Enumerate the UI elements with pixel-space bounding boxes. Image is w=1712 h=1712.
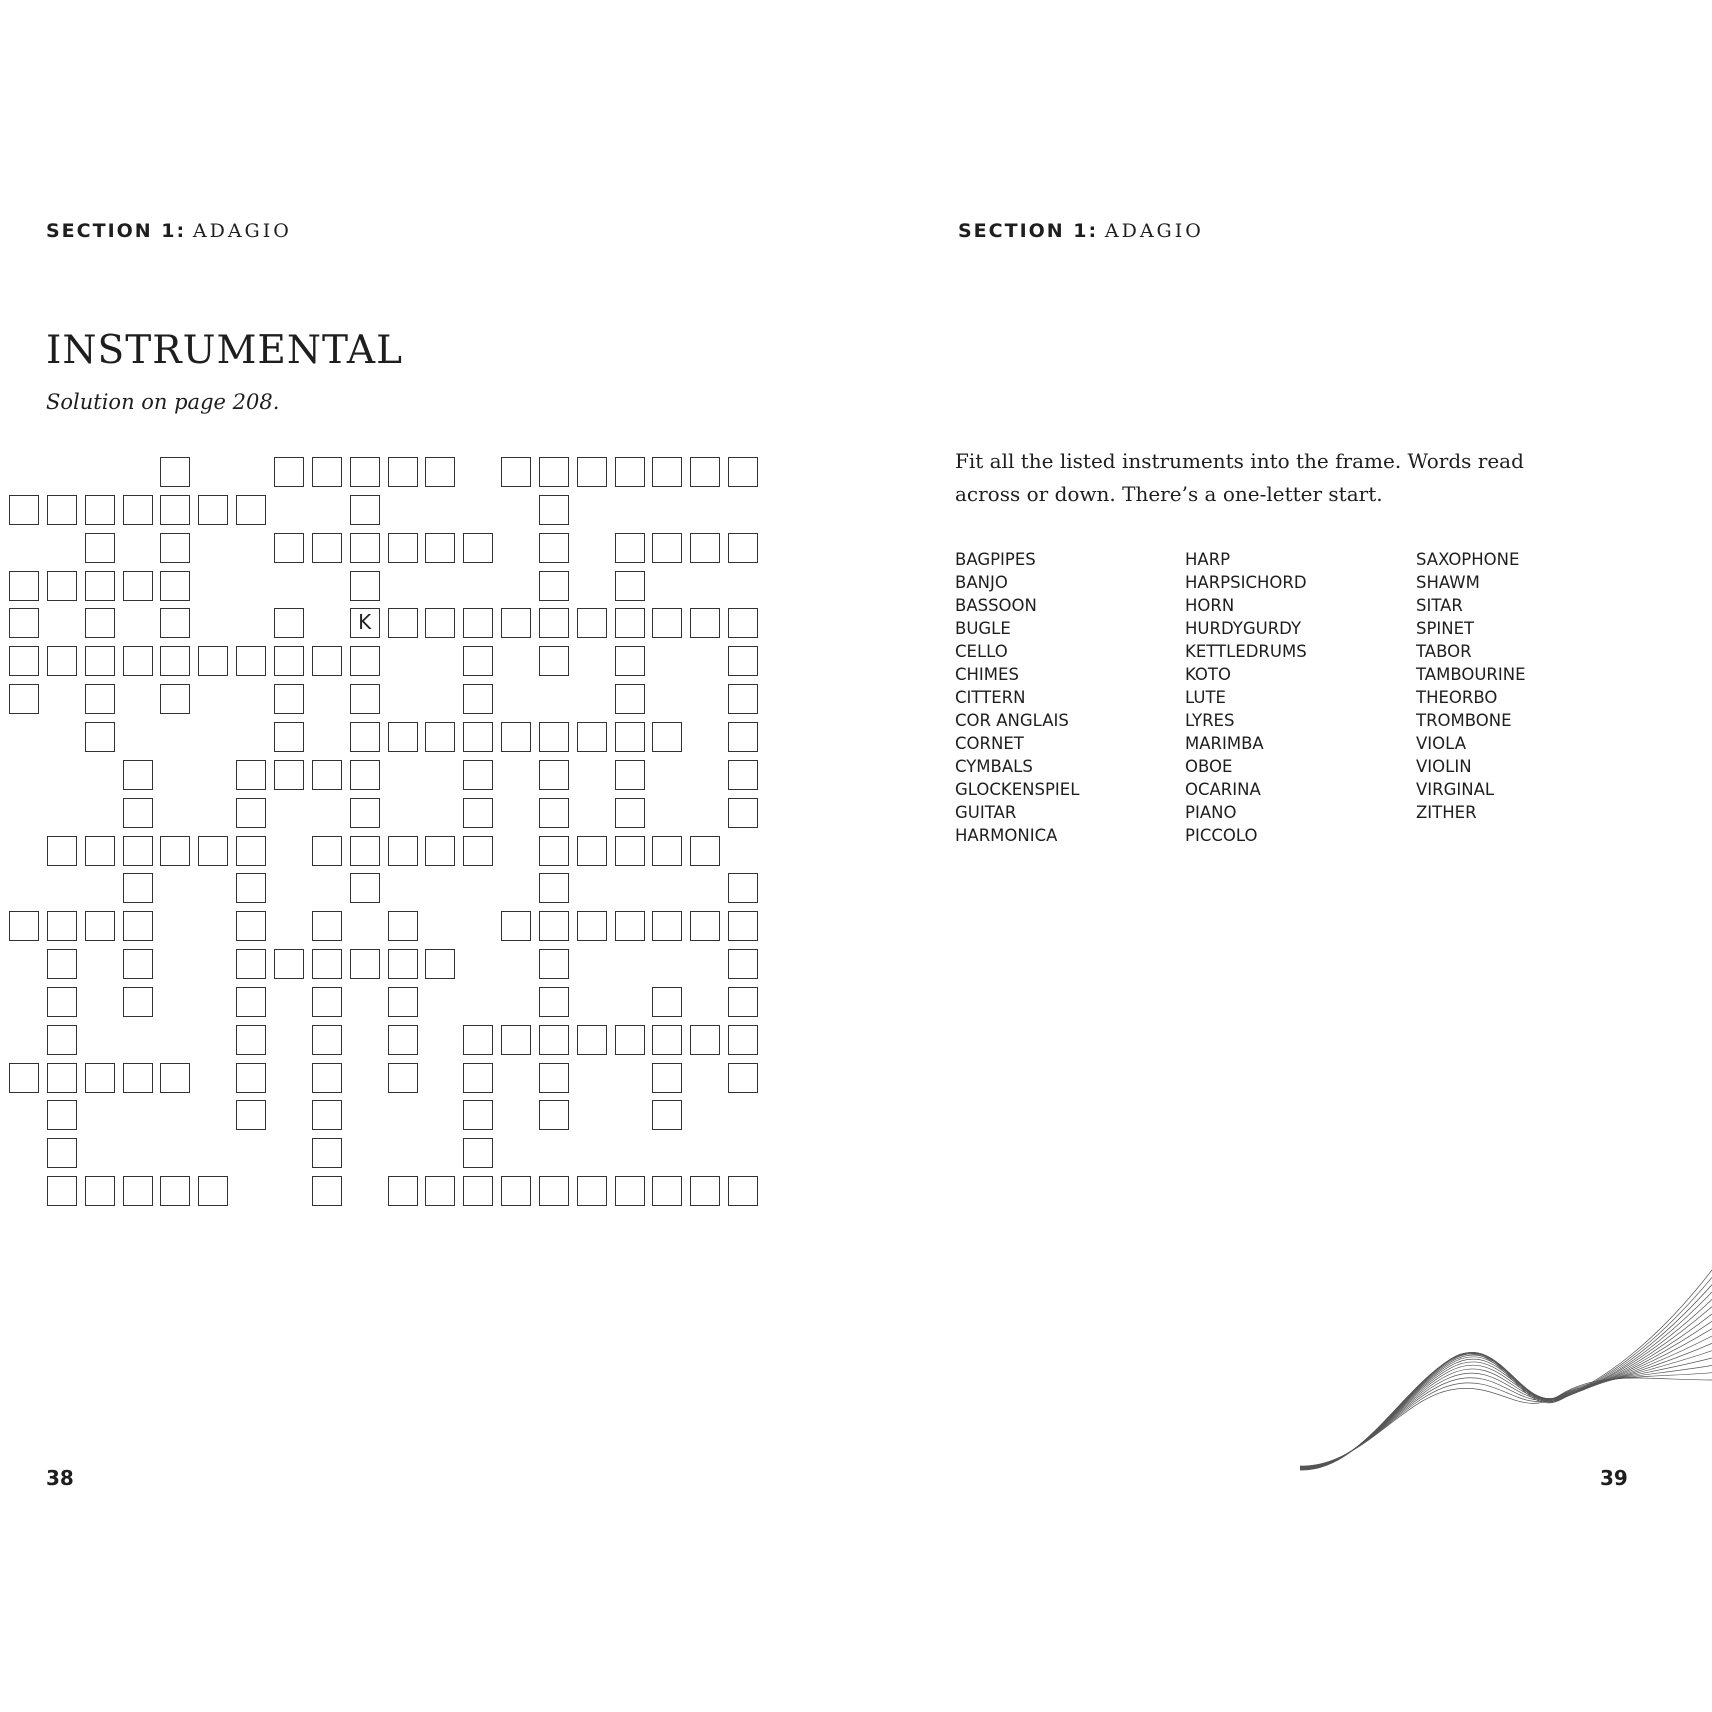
grid-cell[interactable] bbox=[501, 1025, 531, 1055]
grid-cell[interactable] bbox=[160, 684, 190, 714]
grid-cell[interactable] bbox=[652, 1025, 682, 1055]
word-list-column-2 bbox=[1185, 548, 1307, 847]
word-list-item: PICCOLO bbox=[1185, 826, 1258, 845]
grid-cell[interactable] bbox=[350, 949, 380, 979]
grid-cell[interactable] bbox=[690, 457, 720, 487]
grid-cell[interactable] bbox=[123, 760, 153, 790]
grid-cell[interactable] bbox=[236, 798, 266, 828]
grid-cell[interactable] bbox=[388, 608, 418, 638]
grid-cell[interactable] bbox=[47, 1176, 77, 1206]
grid-cell[interactable] bbox=[198, 495, 228, 525]
word-list-item: HARPSICHORD bbox=[1185, 573, 1307, 592]
grid-cell[interactable] bbox=[463, 1138, 493, 1168]
grid-cell[interactable] bbox=[350, 760, 380, 790]
grid-cell[interactable] bbox=[539, 760, 569, 790]
grid-cell[interactable] bbox=[160, 608, 190, 638]
word-list-item: CITTERN bbox=[955, 688, 1026, 707]
grid-cell[interactable] bbox=[312, 1063, 342, 1093]
grid-cell[interactable] bbox=[198, 1176, 228, 1206]
word-list-item: SHAWM bbox=[1416, 573, 1480, 592]
wave-line bbox=[1300, 1329, 1712, 1468]
grid-cell[interactable] bbox=[47, 911, 77, 941]
grid-cell[interactable] bbox=[463, 608, 493, 638]
grid-cell[interactable] bbox=[577, 457, 607, 487]
grid-cell[interactable] bbox=[615, 1025, 645, 1055]
grid-cell[interactable] bbox=[123, 987, 153, 1017]
grid-cell[interactable] bbox=[577, 1025, 607, 1055]
grid-cell[interactable] bbox=[463, 836, 493, 866]
grid-cell[interactable] bbox=[728, 1063, 758, 1093]
grid-cell[interactable] bbox=[463, 1063, 493, 1093]
word-list-item: LUTE bbox=[1185, 688, 1226, 707]
grid-cell[interactable] bbox=[728, 608, 758, 638]
grid-cell[interactable] bbox=[539, 1025, 569, 1055]
grid-cell[interactable] bbox=[236, 495, 266, 525]
word-list-column-1 bbox=[955, 548, 1079, 847]
grid-cell[interactable] bbox=[463, 1100, 493, 1130]
grid-cell[interactable] bbox=[123, 873, 153, 903]
grid-cell[interactable] bbox=[350, 495, 380, 525]
grid-cell[interactable] bbox=[615, 608, 645, 638]
grid-cell[interactable] bbox=[274, 608, 304, 638]
grid-cell[interactable] bbox=[388, 533, 418, 563]
word-list-item: GUITAR bbox=[955, 803, 1017, 822]
grid-cell[interactable] bbox=[539, 495, 569, 525]
puzzle-instructions: Fit all the listed instruments into the frame. Words read across or down. There’s a one-letter start. bbox=[955, 449, 1524, 506]
grid-cell[interactable] bbox=[615, 646, 645, 676]
grid-cell[interactable] bbox=[728, 533, 758, 563]
grid-cell[interactable] bbox=[198, 836, 228, 866]
grid-cell[interactable] bbox=[728, 911, 758, 941]
grid-cell[interactable] bbox=[690, 1025, 720, 1055]
grid-cell[interactable] bbox=[312, 911, 342, 941]
grid-cell[interactable] bbox=[388, 1063, 418, 1093]
grid-cell[interactable] bbox=[236, 836, 266, 866]
grid-cell[interactable] bbox=[312, 1025, 342, 1055]
grid-cell[interactable] bbox=[350, 836, 380, 866]
section-name: ADAGIO bbox=[192, 220, 292, 242]
grid-cell[interactable] bbox=[388, 1025, 418, 1055]
grid-cell[interactable] bbox=[463, 722, 493, 752]
grid-cell[interactable] bbox=[47, 1138, 77, 1168]
grid-cell[interactable] bbox=[47, 571, 77, 601]
grid-cell[interactable] bbox=[123, 495, 153, 525]
grid-cell[interactable] bbox=[236, 949, 266, 979]
grid-cell[interactable] bbox=[160, 1063, 190, 1093]
grid-cell[interactable] bbox=[539, 1063, 569, 1093]
grid-cell[interactable] bbox=[539, 722, 569, 752]
grid-cell[interactable] bbox=[425, 949, 455, 979]
grid-cell[interactable] bbox=[198, 646, 228, 676]
grid-cell[interactable] bbox=[388, 836, 418, 866]
grid-cell[interactable] bbox=[274, 646, 304, 676]
grid-cell[interactable] bbox=[388, 949, 418, 979]
grid-cell[interactable] bbox=[9, 684, 39, 714]
grid-cell[interactable] bbox=[312, 646, 342, 676]
page-number-right: 39 bbox=[1600, 1466, 1628, 1490]
grid-cell[interactable] bbox=[47, 836, 77, 866]
grid-cell[interactable] bbox=[274, 722, 304, 752]
grid-cell[interactable] bbox=[425, 836, 455, 866]
grid-cell[interactable] bbox=[652, 608, 682, 638]
grid-cell[interactable] bbox=[123, 836, 153, 866]
grid-cell[interactable] bbox=[9, 608, 39, 638]
solution-note: Solution on page 208. bbox=[46, 390, 280, 414]
section-name: ADAGIO bbox=[1104, 220, 1204, 242]
grid-cell[interactable] bbox=[615, 798, 645, 828]
word-list-item: COR ANGLAIS bbox=[955, 711, 1069, 730]
grid-cell[interactable] bbox=[236, 646, 266, 676]
grid-cell[interactable] bbox=[123, 911, 153, 941]
word-list-item: ZITHER bbox=[1416, 803, 1477, 822]
grid-cell[interactable] bbox=[728, 646, 758, 676]
grid-cell[interactable] bbox=[47, 987, 77, 1017]
grid-cell[interactable] bbox=[501, 722, 531, 752]
grid-cell[interactable] bbox=[652, 987, 682, 1017]
grid-cell[interactable] bbox=[85, 571, 115, 601]
grid-cell[interactable] bbox=[47, 495, 77, 525]
grid-cell[interactable] bbox=[85, 533, 115, 563]
grid-cell[interactable] bbox=[539, 798, 569, 828]
word-list-item: BAGPIPES bbox=[955, 550, 1036, 569]
grid-cell[interactable] bbox=[690, 1176, 720, 1206]
grid-cell[interactable] bbox=[274, 949, 304, 979]
grid-cell[interactable] bbox=[425, 1176, 455, 1206]
grid-cell[interactable] bbox=[539, 949, 569, 979]
word-list-item: HARMONICA bbox=[955, 826, 1058, 845]
grid-cell[interactable] bbox=[615, 533, 645, 563]
grid-cell[interactable] bbox=[85, 684, 115, 714]
grid-cell[interactable] bbox=[236, 760, 266, 790]
grid-cell[interactable] bbox=[236, 873, 266, 903]
grid-cell[interactable] bbox=[312, 1138, 342, 1168]
grid-cell[interactable] bbox=[577, 722, 607, 752]
word-list-item: SPINET bbox=[1416, 619, 1475, 638]
grid-cell[interactable] bbox=[350, 646, 380, 676]
grid-cell[interactable] bbox=[728, 873, 758, 903]
grid-cell[interactable] bbox=[615, 911, 645, 941]
decorative-wave-lines bbox=[1290, 1260, 1712, 1480]
grid-cell[interactable] bbox=[123, 798, 153, 828]
grid-cell[interactable] bbox=[501, 608, 531, 638]
grid-cell[interactable] bbox=[652, 1100, 682, 1130]
word-list-item: CELLO bbox=[955, 642, 1008, 661]
grid-cell[interactable] bbox=[388, 911, 418, 941]
grid-cell[interactable] bbox=[539, 1100, 569, 1130]
grid-cell[interactable] bbox=[501, 911, 531, 941]
grid-cell[interactable] bbox=[690, 533, 720, 563]
grid-cell[interactable] bbox=[463, 1025, 493, 1055]
grid-cell[interactable] bbox=[577, 608, 607, 638]
grid-cell[interactable] bbox=[539, 457, 569, 487]
grid-cell-start-letter[interactable]: K bbox=[350, 608, 380, 638]
grid-cell[interactable] bbox=[539, 571, 569, 601]
grid-cell[interactable] bbox=[350, 684, 380, 714]
grid-cell[interactable] bbox=[9, 1063, 39, 1093]
grid-cell[interactable] bbox=[123, 646, 153, 676]
grid-cell[interactable] bbox=[652, 836, 682, 866]
grid-cell[interactable] bbox=[615, 722, 645, 752]
grid-cell[interactable] bbox=[728, 1025, 758, 1055]
grid-cell[interactable] bbox=[123, 1176, 153, 1206]
wave-line bbox=[1300, 1314, 1712, 1468]
grid-cell[interactable] bbox=[425, 533, 455, 563]
word-list-item: VIOLA bbox=[1416, 734, 1466, 753]
grid-cell[interactable] bbox=[615, 1176, 645, 1206]
word-list-item: SAXOPHONE bbox=[1416, 550, 1520, 569]
grid-cell[interactable] bbox=[615, 760, 645, 790]
grid-cell[interactable] bbox=[425, 722, 455, 752]
grid-cell[interactable] bbox=[236, 911, 266, 941]
grid-cell[interactable] bbox=[236, 987, 266, 1017]
word-list-item: BUGLE bbox=[955, 619, 1011, 638]
word-list-item: BASSOON bbox=[955, 596, 1037, 615]
grid-cell[interactable] bbox=[539, 646, 569, 676]
grid-cell[interactable] bbox=[350, 873, 380, 903]
grid-cell[interactable] bbox=[388, 987, 418, 1017]
grid-cell[interactable] bbox=[539, 836, 569, 866]
wave-line bbox=[1300, 1351, 1712, 1467]
grid-cell[interactable] bbox=[539, 987, 569, 1017]
grid-cell[interactable] bbox=[274, 533, 304, 563]
word-list-item: HARP bbox=[1185, 550, 1231, 569]
grid-cell[interactable] bbox=[160, 457, 190, 487]
grid-cell[interactable] bbox=[425, 608, 455, 638]
grid-cell[interactable] bbox=[160, 836, 190, 866]
grid-cell[interactable] bbox=[652, 722, 682, 752]
grid-cell[interactable] bbox=[9, 911, 39, 941]
grid-cell[interactable] bbox=[690, 836, 720, 866]
word-list-item: THEORBO bbox=[1416, 688, 1498, 707]
grid-cell[interactable] bbox=[539, 911, 569, 941]
word-list-item: TAMBOURINE bbox=[1416, 665, 1526, 684]
grid-cell[interactable] bbox=[85, 1176, 115, 1206]
grid-cell[interactable] bbox=[463, 798, 493, 828]
grid-cell[interactable] bbox=[350, 457, 380, 487]
grid-cell[interactable] bbox=[312, 949, 342, 979]
grid-cell[interactable] bbox=[9, 495, 39, 525]
grid-cell[interactable] bbox=[160, 571, 190, 601]
grid-cell[interactable] bbox=[501, 457, 531, 487]
grid-cell[interactable] bbox=[47, 1063, 77, 1093]
word-list-column-3 bbox=[1416, 548, 1526, 824]
grid-cell[interactable] bbox=[690, 911, 720, 941]
grid-cell[interactable] bbox=[160, 533, 190, 563]
word-list-item: VIRGINAL bbox=[1416, 780, 1495, 799]
grid-cell[interactable] bbox=[728, 1176, 758, 1206]
grid-cell[interactable] bbox=[577, 836, 607, 866]
wave-line bbox=[1300, 1285, 1712, 1470]
grid-cell[interactable] bbox=[312, 987, 342, 1017]
grid-cell[interactable] bbox=[652, 457, 682, 487]
grid-cell[interactable] bbox=[615, 684, 645, 714]
word-list-item: KOTO bbox=[1185, 665, 1231, 684]
grid-cell[interactable] bbox=[577, 911, 607, 941]
grid-cell[interactable] bbox=[539, 873, 569, 903]
grid-cell[interactable] bbox=[236, 1063, 266, 1093]
grid-cell[interactable] bbox=[350, 798, 380, 828]
grid-cell[interactable] bbox=[274, 684, 304, 714]
word-list-item: TROMBONE bbox=[1416, 711, 1512, 730]
grid-cell[interactable] bbox=[9, 646, 39, 676]
grid-cell[interactable] bbox=[539, 533, 569, 563]
grid-cell[interactable] bbox=[728, 722, 758, 752]
grid-cell[interactable] bbox=[312, 1100, 342, 1130]
grid-cell[interactable] bbox=[388, 722, 418, 752]
word-list-item: GLOCKENSPIEL bbox=[955, 780, 1080, 799]
grid-cell[interactable] bbox=[123, 571, 153, 601]
grid-cell[interactable] bbox=[85, 722, 115, 752]
word-list-item: KETTLEDRUMS bbox=[1185, 642, 1307, 661]
grid-cell[interactable] bbox=[47, 646, 77, 676]
grid-cell[interactable] bbox=[160, 495, 190, 525]
section-label: SECTION 1: bbox=[958, 220, 1099, 242]
word-list-item: VIOLIN bbox=[1416, 757, 1472, 776]
word-list-item: OCARINA bbox=[1185, 780, 1261, 799]
word-list-item: CYMBALS bbox=[955, 757, 1033, 776]
wave-line bbox=[1300, 1373, 1712, 1467]
word-list-item: HORN bbox=[1185, 596, 1235, 615]
grid-cell[interactable] bbox=[728, 987, 758, 1017]
grid-cell[interactable] bbox=[615, 836, 645, 866]
grid-cell[interactable] bbox=[85, 911, 115, 941]
grid-cell[interactable] bbox=[160, 1176, 190, 1206]
grid-cell[interactable] bbox=[615, 571, 645, 601]
grid-cell[interactable] bbox=[236, 1025, 266, 1055]
page-number-left: 38 bbox=[46, 1466, 74, 1490]
grid-cell[interactable] bbox=[728, 949, 758, 979]
grid-cell[interactable] bbox=[160, 646, 190, 676]
grid-cell[interactable] bbox=[312, 760, 342, 790]
grid-cell[interactable] bbox=[463, 533, 493, 563]
grid-cell[interactable] bbox=[652, 911, 682, 941]
word-list-item: CORNET bbox=[955, 734, 1024, 753]
grid-cell[interactable] bbox=[47, 1100, 77, 1130]
word-list-item: HURDYGURDY bbox=[1185, 619, 1302, 638]
grid-cell[interactable] bbox=[728, 457, 758, 487]
grid-cell[interactable] bbox=[312, 457, 342, 487]
grid-cell[interactable] bbox=[652, 533, 682, 563]
puzzle-title: INSTRUMENTAL bbox=[46, 328, 403, 373]
grid-cell[interactable] bbox=[312, 1176, 342, 1206]
grid-cell[interactable] bbox=[728, 760, 758, 790]
grid-cell[interactable] bbox=[85, 836, 115, 866]
grid-cell[interactable] bbox=[350, 533, 380, 563]
grid-cell[interactable] bbox=[85, 646, 115, 676]
grid-cell[interactable] bbox=[312, 533, 342, 563]
grid-cell[interactable] bbox=[312, 836, 342, 866]
grid-cell[interactable] bbox=[463, 760, 493, 790]
grid-cell[interactable] bbox=[539, 1176, 569, 1206]
word-list-item: CHIMES bbox=[955, 665, 1019, 684]
grid-cell[interactable] bbox=[388, 457, 418, 487]
grid-cell[interactable] bbox=[728, 798, 758, 828]
grid-cell[interactable] bbox=[652, 1063, 682, 1093]
crossword-grid bbox=[0, 0, 760, 1210]
grid-cell[interactable] bbox=[463, 684, 493, 714]
grid-cell[interactable] bbox=[728, 684, 758, 714]
wave-line bbox=[1300, 1321, 1712, 1468]
word-list-item: SITAR bbox=[1416, 596, 1463, 615]
grid-cell[interactable] bbox=[652, 1176, 682, 1206]
grid-cell[interactable] bbox=[501, 1176, 531, 1206]
word-list-item: PIANO bbox=[1185, 803, 1237, 822]
grid-cell[interactable] bbox=[85, 608, 115, 638]
word-list-item: TABOR bbox=[1416, 642, 1472, 661]
grid-cell[interactable] bbox=[85, 1063, 115, 1093]
section-label: SECTION 1: bbox=[46, 220, 187, 242]
word-list-item: OBOE bbox=[1185, 757, 1233, 776]
grid-cell[interactable] bbox=[47, 949, 77, 979]
grid-cell[interactable] bbox=[274, 457, 304, 487]
grid-cell[interactable] bbox=[9, 571, 39, 601]
grid-cell[interactable] bbox=[123, 1063, 153, 1093]
grid-cell[interactable] bbox=[577, 1176, 607, 1206]
grid-cell[interactable] bbox=[274, 760, 304, 790]
wave-line bbox=[1300, 1336, 1712, 1468]
word-list-item: LYRES bbox=[1185, 711, 1235, 730]
word-list-item: BANJO bbox=[955, 573, 1008, 592]
grid-cell[interactable] bbox=[388, 1176, 418, 1206]
grid-cell[interactable] bbox=[463, 1176, 493, 1206]
word-list-item: MARIMBA bbox=[1185, 734, 1264, 753]
section-header-right bbox=[958, 220, 1204, 243]
grid-cell[interactable] bbox=[463, 646, 493, 676]
grid-cell[interactable] bbox=[615, 457, 645, 487]
grid-cell[interactable] bbox=[690, 608, 720, 638]
grid-cell[interactable] bbox=[350, 722, 380, 752]
grid-cell[interactable] bbox=[123, 949, 153, 979]
grid-cell[interactable] bbox=[425, 457, 455, 487]
grid-cell[interactable] bbox=[236, 1100, 266, 1130]
grid-cell[interactable] bbox=[350, 571, 380, 601]
grid-cell[interactable] bbox=[85, 495, 115, 525]
grid-cell[interactable] bbox=[539, 608, 569, 638]
wave-line bbox=[1300, 1378, 1712, 1466]
grid-cell[interactable] bbox=[47, 1025, 77, 1055]
